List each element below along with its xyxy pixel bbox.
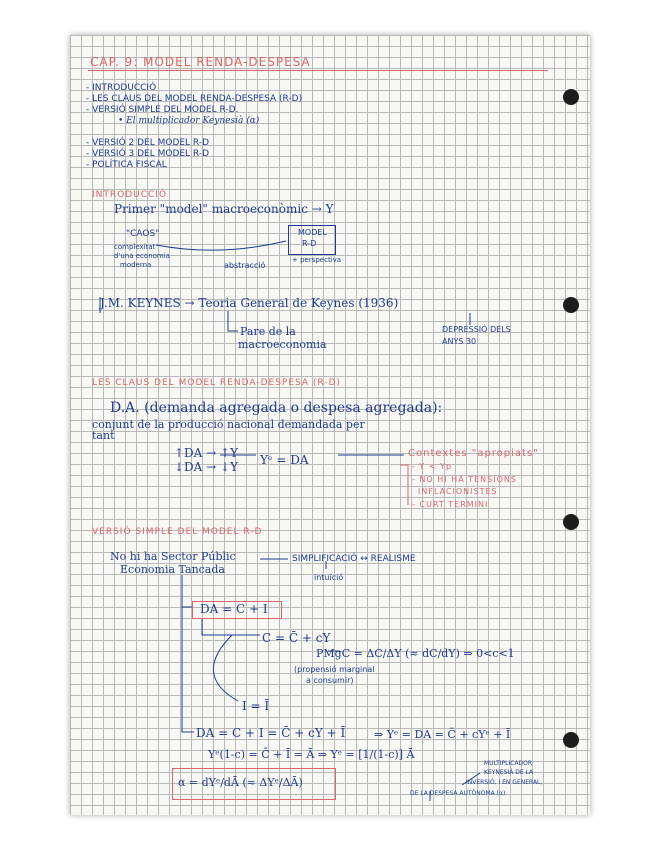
section-heading: VERSIÓ SIMPLE DEL MODEL R-D <box>92 527 263 537</box>
depressio-text: ANYS 30 <box>442 337 477 346</box>
alpha-eq: α = dYᵉ/dĀ (≈ ΔYᵉ/ΔĀ) <box>178 776 303 789</box>
ye-solve: Yᵉ(1-c) = C̄ + Ī = Ā ⇒ Yᵉ = [1/(1-c)] Ā <box>208 748 415 761</box>
keynes-text: J.M. KEYNES → Teoria General de Keynes (1936) <box>100 296 399 310</box>
model-box-text: MODEL <box>298 228 327 237</box>
simplificacio-text: SIMPLIFICACIÓ ↔ REALISME <box>292 554 416 564</box>
pmgc-note: a consumir) <box>306 676 354 685</box>
c-eq: C = C̄ + cY <box>262 631 331 645</box>
pare-text: macroeconomia <box>238 338 327 351</box>
toc-item: • El multiplicador Keynesià (α) <box>118 116 260 126</box>
depressio-text: DEPRESSIÓ DELS <box>442 325 511 334</box>
notebook-page <box>70 35 590 815</box>
mult-note: INVERSIÓ, I EN GENERAL, <box>466 779 543 786</box>
da-eq: DA = C + I <box>200 602 268 616</box>
section-heading: INTRODUCCIÓ <box>92 190 168 200</box>
context-item: - CURT TERMINI <box>412 500 489 509</box>
caos-note: complexitat <box>114 243 156 251</box>
caos-label: "CAOS" <box>126 229 160 239</box>
model-box-text: R-D <box>302 239 317 248</box>
model-note: + perspectiva <box>292 256 342 264</box>
equation: ↑DA → ↑Y <box>174 446 239 460</box>
equation: Yᵉ = DA <box>260 453 309 467</box>
i-eq: I = Ī <box>242 699 270 713</box>
caos-note: moderna <box>120 261 152 269</box>
ye-eq: ⇒ Yᵉ = DA = C̄ + cYᵉ + Ī <box>374 728 511 741</box>
mult-note: DE LA DESPESA AUTÒNOMA (α) <box>410 790 506 797</box>
toc-item: - POLÍTICA FISCAL <box>86 160 167 170</box>
abstraccio-label: abstracció <box>224 261 266 270</box>
da-description: tant <box>92 429 115 442</box>
context-item: - NO HI HA TENSIONS <box>412 475 517 484</box>
pare-text: Pare de la <box>240 325 296 338</box>
pmgc-note: (propensió marginal <box>294 665 375 674</box>
context-item: INFLACIONISTES <box>418 487 498 496</box>
toc-item: - VERSIÓ 3 DEL MODEL R-D <box>86 149 210 159</box>
intuicio-text: intuïció <box>314 573 344 582</box>
toc-item: - VERSIÓ 2 DEL MODEL R-D <box>86 138 210 148</box>
context-item: - Y < Yp <box>412 462 453 471</box>
mult-note: MULTIPLICADOR <box>484 760 533 767</box>
toc-item: - VERSIÓ SIMPLE DEL MODEL R-D. <box>86 105 239 115</box>
pmgc-eq: PMgC = ΔC/ΔY (≈ dC/dY) ⇒ 0<c<1 <box>316 647 515 660</box>
caos-note: d'una economia <box>114 252 170 260</box>
toc-item: - INTRODUCCIÓ <box>86 83 157 93</box>
first-model-text: Primer "model" macroeconòmic → Y <box>114 202 334 216</box>
da-description: conjunt de la producció nacional demandada per <box>92 418 365 431</box>
assumption: No hi ha Sector Públic <box>110 550 236 563</box>
mult-note: KEYNESIÀ DE LA <box>484 769 534 776</box>
toc-item: - LES CLAUS DEL MODEL RENDA-DESPESA (R-D) <box>86 94 303 104</box>
equation: ↓DA → ↓Y <box>174 460 239 474</box>
da-full-eq: DA = C + I = C̄ + cY + Ī <box>196 726 346 740</box>
section-heading: LES CLAUS DEL MODEL RENDA-DESPESA (R-D) <box>92 378 342 388</box>
connector-arrows <box>70 35 590 815</box>
context-title: Contextes "apropiats" <box>408 448 539 459</box>
assumption: Economia Tancada <box>120 563 225 576</box>
page-title: CAP. 9: MODEL RENDA-DESPESA <box>90 55 311 69</box>
da-definition: D.A. (demanda agregada o despesa agregada): <box>110 400 443 416</box>
